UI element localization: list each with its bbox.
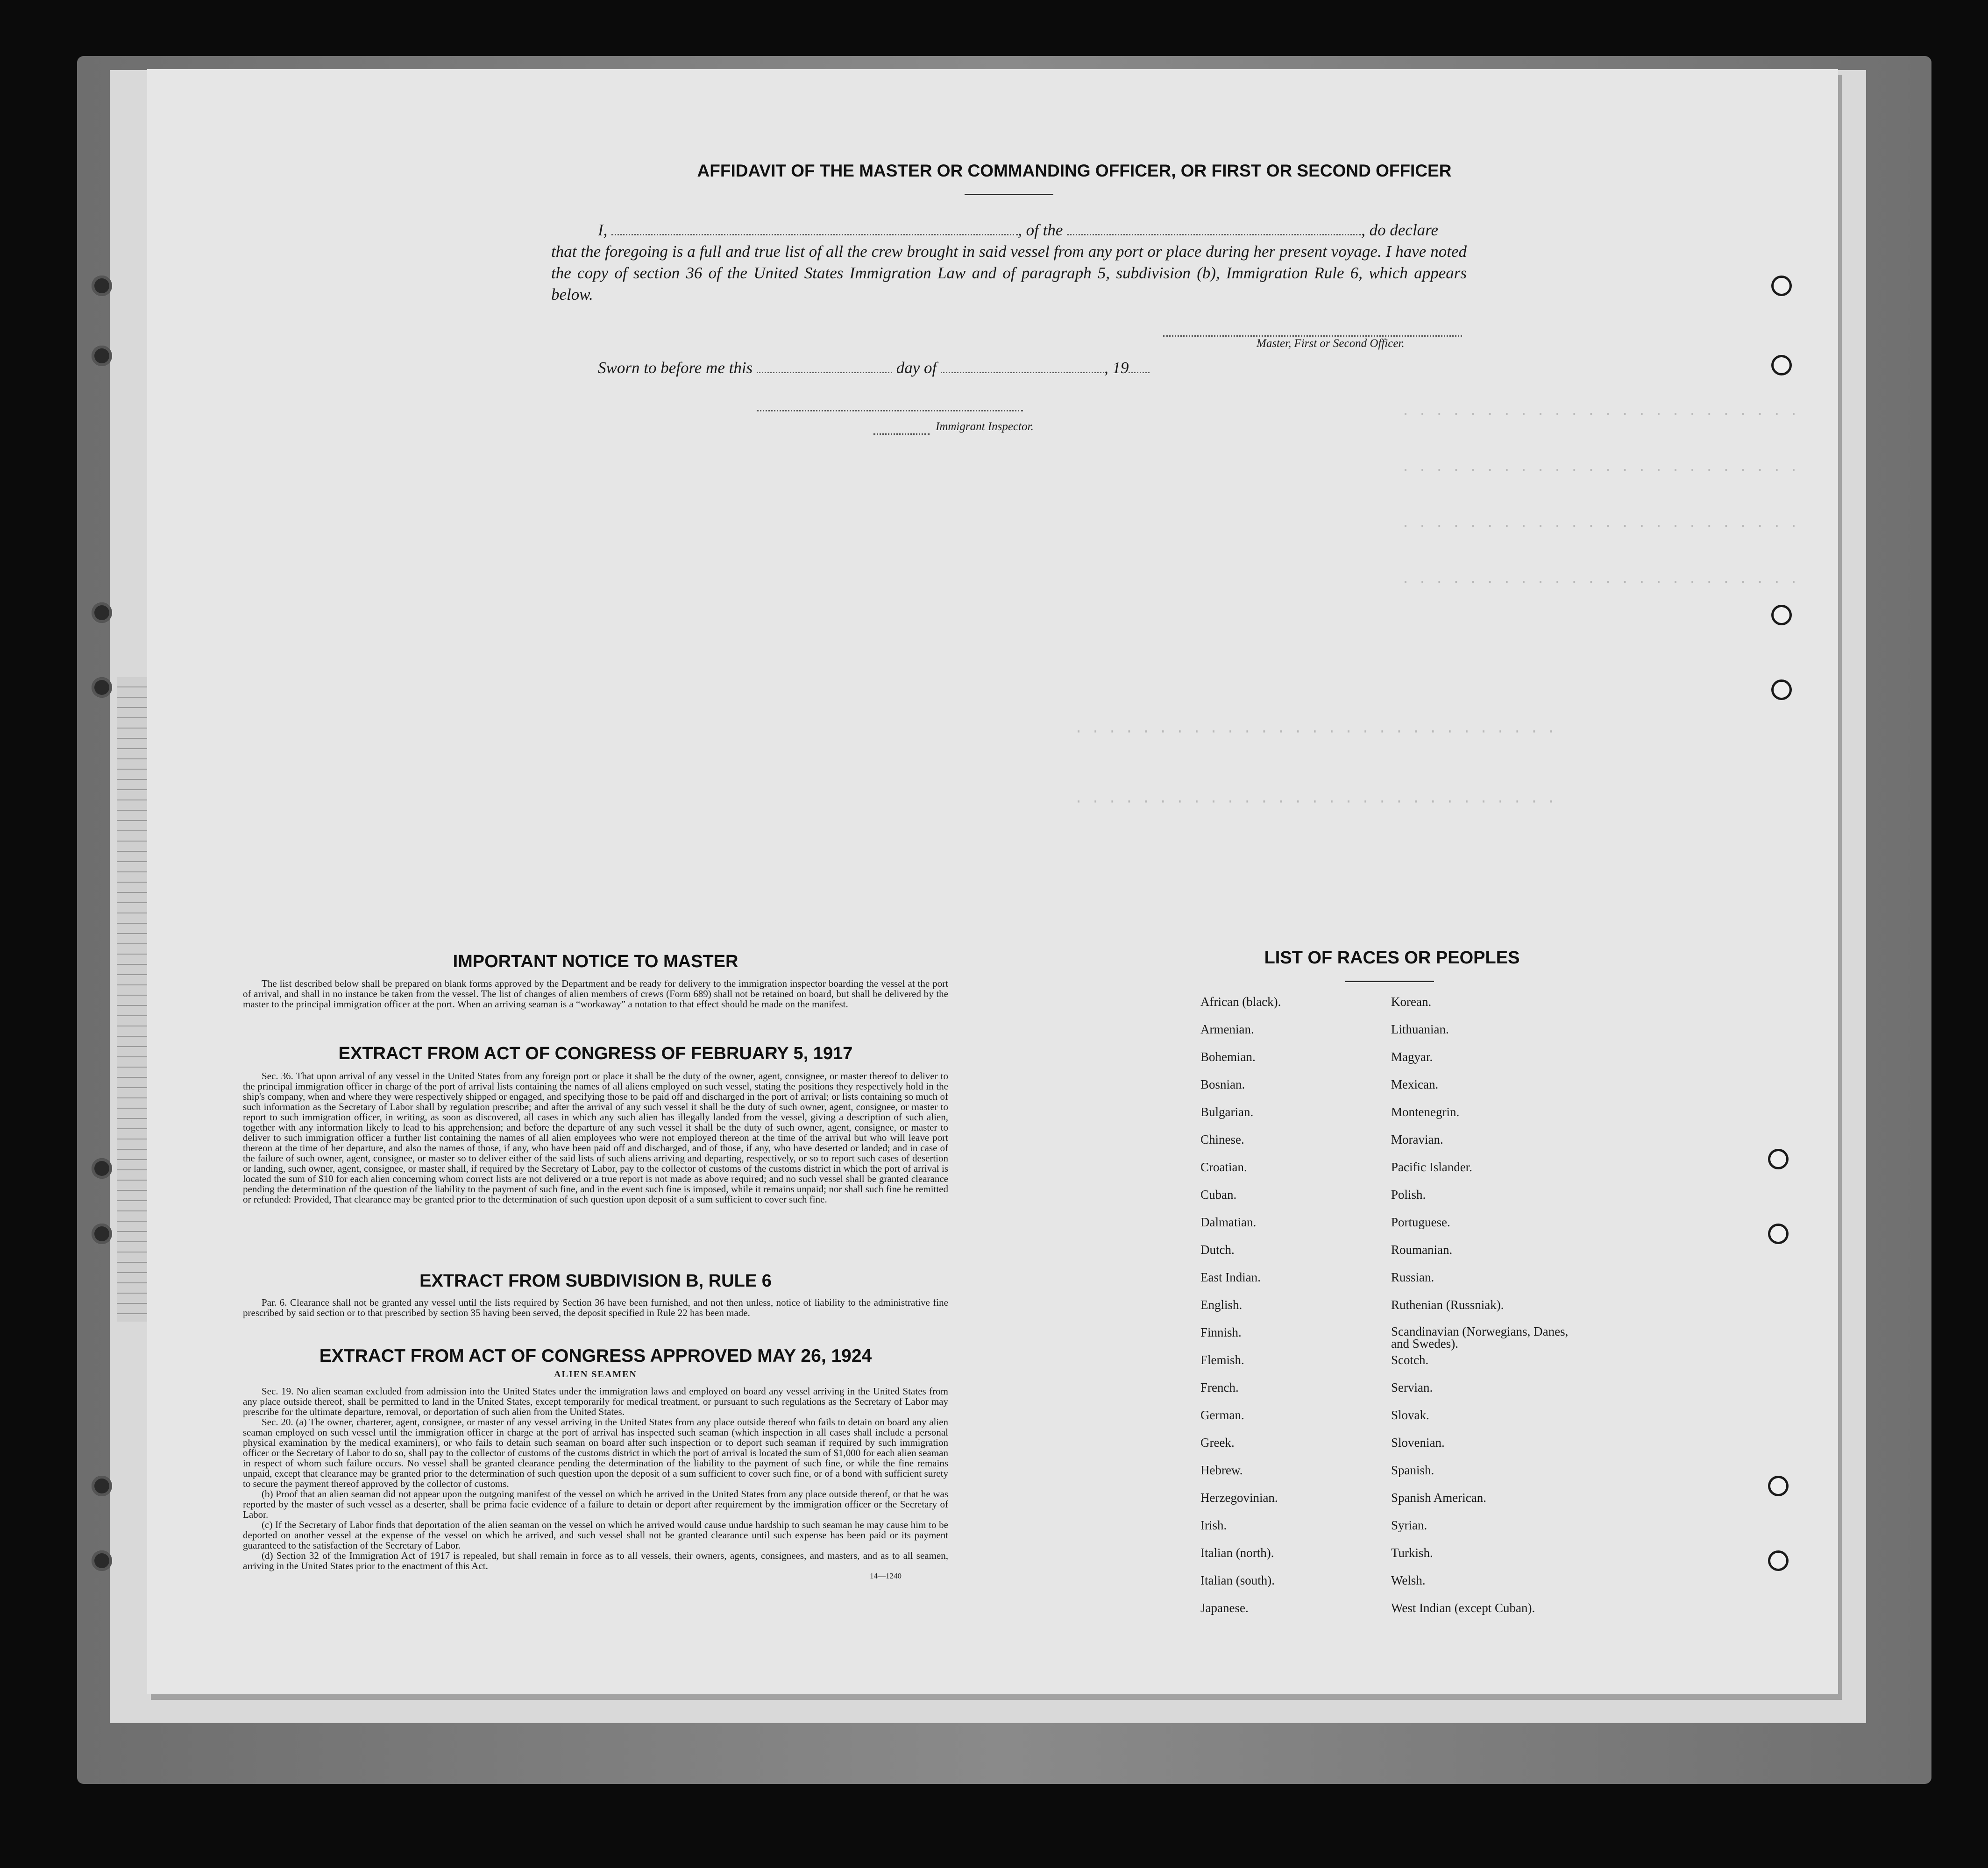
extract-1924-title: EXTRACT FROM ACT OF CONGRESS APPROVED MAY 26, 1924: [319, 1346, 872, 1366]
year-prefix: , 19: [1104, 359, 1129, 377]
race-item: Ruthenian (Russniak).: [1391, 1298, 1504, 1312]
race-item: Syrian.: [1391, 1518, 1427, 1532]
race-item: Spanish.: [1391, 1463, 1434, 1477]
race-item: Hebrew.: [1200, 1463, 1243, 1477]
sworn-day-field[interactable]: [757, 359, 892, 373]
binding-hole: [1771, 276, 1792, 296]
race-item: Lithuanian.: [1391, 1022, 1449, 1036]
race-item: Greek.: [1200, 1436, 1235, 1450]
sworn-month-field[interactable]: [941, 359, 1104, 373]
bleed-through-text: · · · · · · · · · · · · · · · · · · · · · · · ·: [1401, 574, 1798, 591]
master-signature-caption: Master, First or Second Officer.: [1257, 337, 1405, 350]
binding-hole: [92, 276, 112, 296]
binding-hole: [1768, 1149, 1789, 1169]
binding-hole: [92, 1476, 112, 1496]
race-item: East Indian.: [1200, 1270, 1261, 1284]
races-underline: [1345, 981, 1434, 982]
race-item: English.: [1200, 1298, 1242, 1312]
race-item: Dutch.: [1200, 1243, 1235, 1257]
sworn-statement: [598, 359, 1150, 377]
race-item: Moravian.: [1391, 1132, 1443, 1146]
binding-hole: [1768, 1550, 1789, 1571]
binding-hole: [1771, 679, 1792, 700]
race-item: Armenian.: [1200, 1022, 1254, 1036]
binding-hole: [92, 602, 112, 623]
race-item: Chinese.: [1200, 1132, 1244, 1146]
binding-hole: [92, 677, 112, 698]
binding-hole: [92, 1550, 112, 1571]
declaration-first-line: [551, 219, 1467, 241]
extract-rule6-text: [243, 1297, 948, 1318]
race-item: Herzegovinian.: [1200, 1491, 1278, 1505]
section-36-paragraph: Sec. 36. That upon arrival of any vessel in the United States from any foreign port or place it shall be the duty of the owner, agent, consignee, or master thereof to deliver to the principal immigration officer in charge of the port of arrival lists containing the names of all aliens employed on such vessel, stating the positions they respectively hold in the ship's company, when and where they were respectively shipped or engaged, and specifying those to be paid off and discharged in the port of arrival; or lists containing so much of such information as the Secretary of Labor shall by regulation prescribe; and after the arrival of any such vessel it shall be the duty of such owner, agent, consignee, or master to report to such immigration officer, in writing, as soon as discovered, all cases in which any such alien has illegally landed from the vessel, giving a description of such alien, together with any information likely to lead to his apprehension; and before the departure of any such vessel it shall be the duty of such owner, agent, consignee, or master to deliver to such immigration officer a further list containing the names of all alien employees who were not employed thereon at the time of the arrival but who will leave port thereon at the time of her departure, and also the names of those, if any, who have been paid off and discharged, and of those, if any, who have deserted or landed; and in case of the failure of such owner, agent, consignee, or master so to deliver either of the said lists of such aliens arriving and departing, respectively, or so to report such cases of desertion or landing, such owner, agent, consignee, or master shall, if required by the Secretary of Labor, pay to the collector of customs of the customs district in which the port of arrival is located the sum of $10 for each alien concerning whom correct lists are not delivered or a true report is not made as above required; and no such vessel shall be granted clearance pending the determination of the question of the liability to the payment of such fine, and in the event such fine is imposed, while it remains unpaid; nor shall such fine be remitted or refunded: Provided, That clearance may be granted prior to the determination of such question upon deposit of a sum sufficient to cover such fine.: [243, 1070, 948, 1205]
affidavit-title: AFFIDAVIT OF THE MASTER OR COMMANDING OFFICER, OR FIRST OR SECOND OFFICER: [697, 161, 1452, 180]
inspector-caption: Immigrant Inspector.: [936, 420, 1034, 433]
race-item: Montenegrin.: [1391, 1105, 1460, 1119]
race-item: Turkish.: [1391, 1546, 1433, 1560]
race-item: Bulgarian.: [1200, 1105, 1254, 1119]
race-item: French.: [1200, 1380, 1239, 1394]
notice-text: [243, 978, 948, 1009]
binding-hole: [92, 1224, 112, 1244]
race-item: Dalmatian.: [1200, 1215, 1257, 1229]
section-20a-paragraph: Sec. 20. (a) The owner, charterer, agent, consignee, or master of any vessel arriving in the United States from any place outside thereof who fails to detain on board any alien seaman employed on such vessel until the immigration officer in charge at the port of arrival has inspected such seaman (which inspection in all cases shall include a personal physical examination by the medical examiners), or who fails to detain such seaman on board after such inspection or to deport such seaman if required by such immigration officer or the Secretary of Labor to do so, shall pay to the collector of customs of the customs district in which the port of arrival is located the sum of $1,000 for each alien seaman in respect of whom such failure occurs. No vessel shall be granted clearance pending the determination of the liability to the payment of such fine, or while the fine remains unpaid, except that clearance may be granted prior to the determination of such question upon the deposit of a sum sufficient to cover such fine, or of a bond with sufficient surety to secure the payment thereof approved by the collector of customs.: [243, 1416, 948, 1489]
race-item: Pacific Islander.: [1391, 1160, 1472, 1174]
notice-title: IMPORTANT NOTICE TO MASTER: [453, 952, 738, 971]
bleed-through-text: · · · · · · · · · · · · · · · · · · · · · · · · · · · · ·: [1074, 724, 1555, 740]
race-item: Flemish.: [1200, 1353, 1244, 1367]
declarant-name-field[interactable]: [611, 221, 1018, 235]
races-right-column: [1391, 995, 1569, 1628]
race-item: Italian (north).: [1200, 1546, 1274, 1560]
race-item: German.: [1200, 1408, 1244, 1422]
binding-hole: [1771, 605, 1792, 625]
binding-hole: [92, 1158, 112, 1179]
inspector-signature-line[interactable]: [757, 410, 1023, 411]
title-underline: [965, 194, 1053, 195]
race-item: Bosnian.: [1200, 1077, 1245, 1091]
race-item: Welsh.: [1391, 1573, 1426, 1587]
race-item: Slovenian.: [1391, 1436, 1445, 1450]
race-item: Cuban.: [1200, 1188, 1237, 1202]
races-left-column: [1200, 995, 1281, 1628]
bleed-through-text: · · · · · · · · · · · · · · · · · · · · · · · ·: [1401, 518, 1798, 535]
binding-hole: [1768, 1224, 1789, 1244]
race-item: Croatian.: [1200, 1160, 1247, 1174]
do-declare-label: , do declare: [1361, 221, 1439, 239]
binding-hole: [1768, 1476, 1789, 1496]
affidavit-declaration: [551, 219, 1467, 305]
inspector-caption-leader: [873, 433, 930, 435]
notice-paragraph: The list described below shall be prepared on blank forms approved by the Department and be ready for delivery to the immigration inspector boarding the vessel at the port of arrival, and shall in no instance be taken from the vessel. The list of changes of alien members of crews (Form 689) shall not be retained on board, but shall be delivered by the master to the principal immigration officer at the port. When an arriving seaman is a “workaway” a notation to that effect should be made on the manifest.: [243, 978, 948, 1010]
race-item: Mexican.: [1391, 1077, 1439, 1091]
bleed-through-text: · · · · · · · · · · · · · · · · · · · · · · · ·: [1401, 406, 1798, 423]
paragraph-6: Par. 6. Clearance shall not be granted any vessel until the lists required by Section 36 have been furnished, and not then unless, notice of liability to the administrative fine prescribed by said section or to that prescribed by section 35 having been served, the deposit specified in Rule 22 has been made.: [243, 1297, 948, 1318]
race-item: African (black).: [1200, 995, 1281, 1009]
day-of-label: day of: [896, 359, 937, 377]
race-item: Servian.: [1391, 1380, 1433, 1394]
race-item: Magyar.: [1391, 1050, 1433, 1064]
section-20b-paragraph: (b) Proof that an alien seaman did not appear upon the outgoing manifest of the vessel on which he arrived in the United States from any place outside thereof, or that he was reported by the master of such vessel as a deserter, shall be prima facie evidence of a failure to detain or deport after requirement by the immigration officer or the Secretary of Labor.: [243, 1488, 948, 1520]
extract-1924-text: [243, 1386, 948, 1581]
race-item: Roumanian.: [1391, 1243, 1453, 1257]
bleed-through-text: · · · · · · · · · · · · · · · · · · · · · · · · · · · · ·: [1074, 794, 1555, 810]
race-item: Slovak.: [1391, 1408, 1429, 1422]
binding-hole: [92, 346, 112, 366]
section-19-paragraph: Sec. 19. No alien seaman excluded from admission into the United States under the immigration laws and employed on board any vessel arriving in the United States from any place outside thereof, shall be permitted to land in the United States, except temporarily for medical treatment, or pursuant to such regulations as the Secretary of Labor may prescribe for the ultimate departure, removal, or deportation of such alien from the United States.: [243, 1386, 948, 1417]
race-item: Finnish.: [1200, 1325, 1242, 1339]
race-item: Scotch.: [1391, 1353, 1429, 1367]
section-20d-paragraph: (d) Section 32 of the Immigration Act of 1917 is repealed, but shall remain in force as to all vessels, their owners, agents, consignees, and masters, and as to all seamen, arriving in the United States prior to the enactment of this Act.: [243, 1550, 948, 1571]
race-item: Scandinavian (Norwegians, Danes, and Swedes).: [1391, 1324, 1569, 1351]
extract-1917-title: EXTRACT FROM ACT OF CONGRESS OF FEBRUARY 5, 1917: [338, 1044, 853, 1063]
race-item: Portuguese.: [1391, 1215, 1450, 1229]
form-number: 14—1240: [870, 1571, 902, 1580]
race-item: Bohemian.: [1200, 1050, 1256, 1064]
sworn-prefix: Sworn to before me this: [598, 359, 753, 377]
race-item: Japanese.: [1200, 1601, 1249, 1615]
races-title: LIST OF RACES OR PEOPLES: [1264, 948, 1520, 968]
race-item: West Indian (except Cuban).: [1391, 1601, 1535, 1615]
declaration-body: that the foregoing is a full and true list of all the crew brought in said vessel from any port or place during her present voyage. I have noted the copy of section 36 of the United States Immigration Law and of paragraph 5, subdivision (b), Immigration Rule 6, which appears below.: [551, 242, 1467, 304]
declarant-prefix: I,: [598, 221, 608, 239]
section-20c-paragraph: (c) If the Secretary of Labor finds that deportation of the alien seaman on the vessel on which he arrived would cause undue hardship to such seaman he may cause him to be deported on another vessel at the expense of the vessel on which he arrived, and such vessel shall not be granted clearance until such expense has been paid or its payment guaranteed to the satisfaction of the Secretary of Labor.: [243, 1519, 948, 1551]
race-item: Italian (south).: [1200, 1573, 1275, 1587]
bleed-through-text: · · · · · · · · · · · · · · · · · · · · · · · ·: [1401, 462, 1798, 479]
sworn-year-field[interactable]: [1129, 359, 1150, 373]
race-item: Polish.: [1391, 1188, 1426, 1202]
race-item: Korean.: [1391, 995, 1432, 1009]
alien-seamen-subtitle: ALIEN SEAMEN: [554, 1369, 637, 1380]
vessel-name-field[interactable]: [1067, 221, 1361, 235]
binding-hole: [1771, 355, 1792, 375]
of-the-label: , of the: [1018, 221, 1063, 239]
master-signature-line[interactable]: [1163, 335, 1462, 337]
race-item: Russian.: [1391, 1270, 1434, 1284]
extract-rule6-title: EXTRACT FROM SUBDIVISION B, RULE 6: [419, 1271, 772, 1291]
race-item: Spanish American.: [1391, 1491, 1486, 1505]
extract-1917-text: [243, 1071, 948, 1204]
race-item: Irish.: [1200, 1518, 1227, 1532]
